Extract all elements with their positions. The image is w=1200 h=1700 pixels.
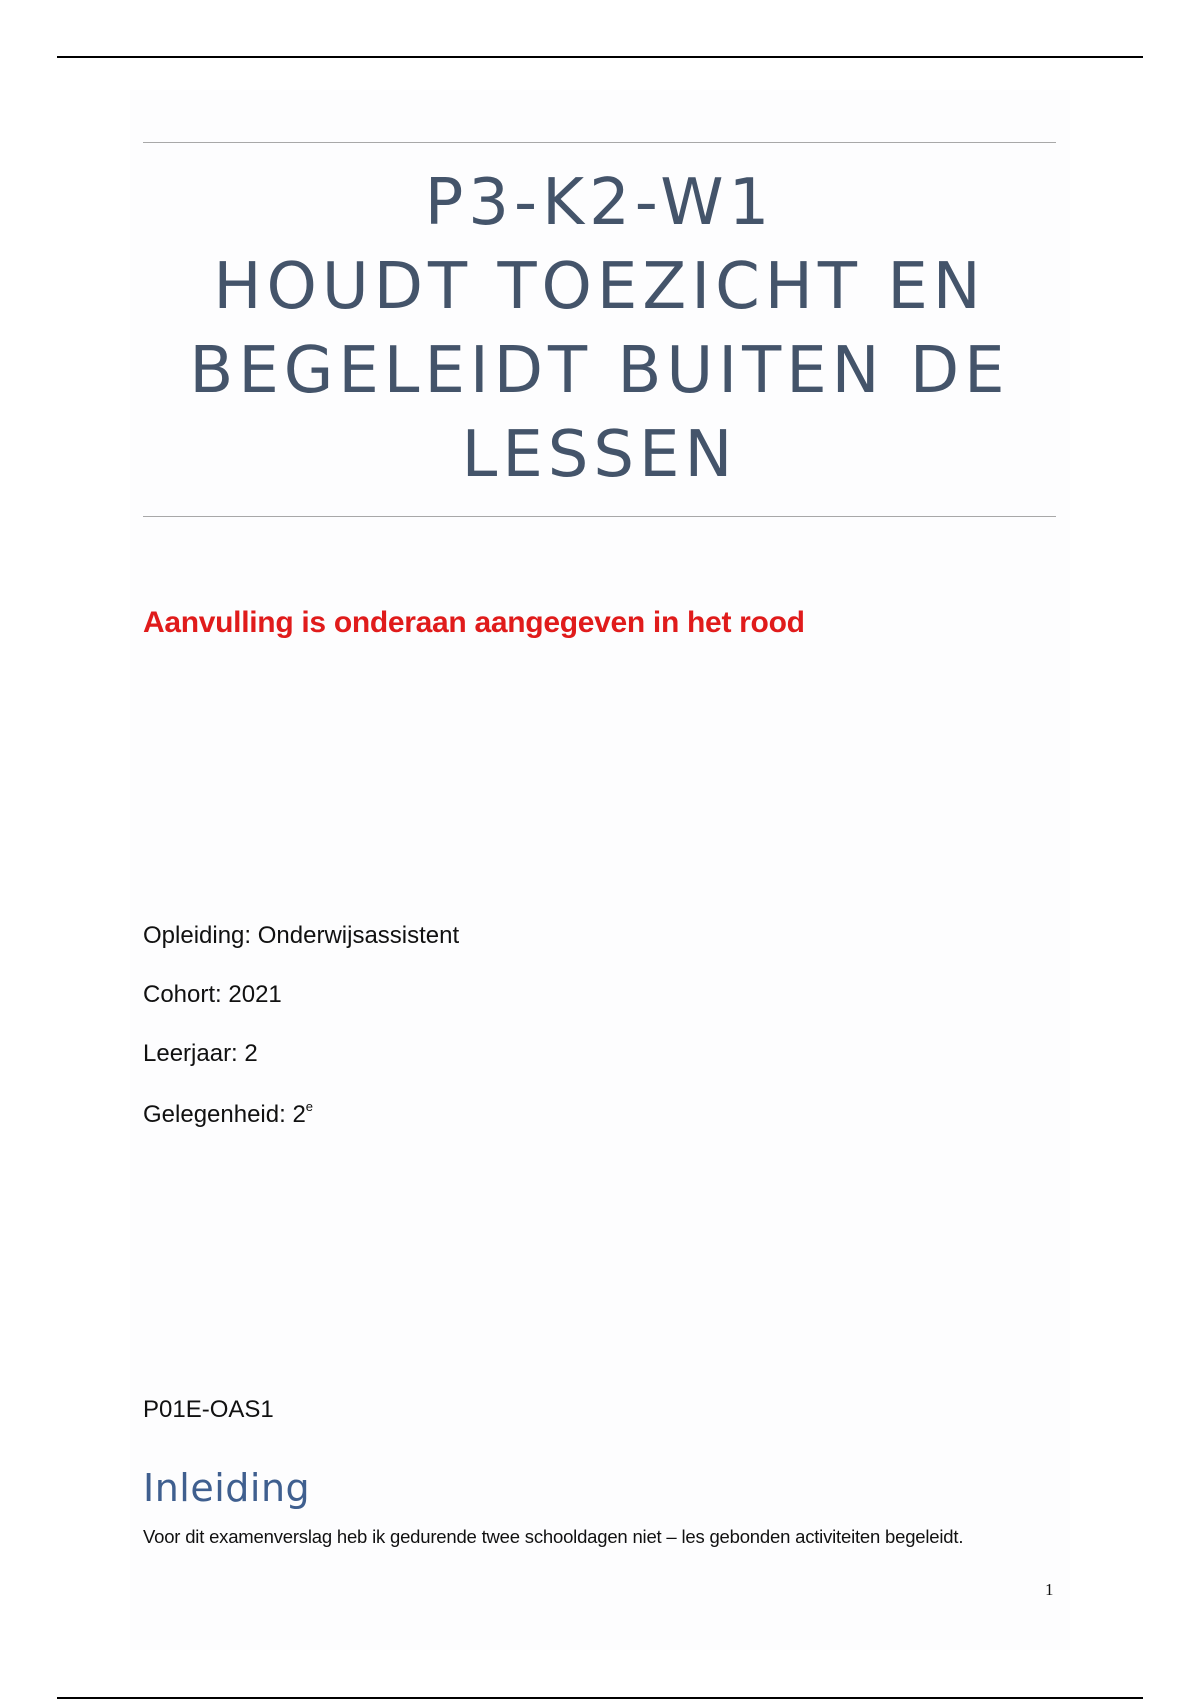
title-line-1: P3-K2-W1 [424,166,775,240]
title-line-2: HOUDT TOEZICHT EN [213,250,986,324]
title-block [143,142,1056,517]
section-heading-inleiding: Inleiding [143,1466,311,1510]
meta-leerjaar: Leerjaar: 2 [143,1040,258,1067]
meta-gelegenheid-sup: e [305,1099,314,1114]
document-code: P01E-OAS1 [143,1396,274,1423]
meta-gelegenheid [143,1101,313,1129]
red-note: Aanvulling is onderaan aangegeven in het rood [143,606,805,639]
meta-opleiding: Opleiding: Onderwijsassistent [143,922,460,949]
intro-paragraph: Voor dit examenverslag heb ik gedurende twee schooldagen niet – les gebonden activiteiten begeleidt. [143,1526,964,1547]
page-top-rule [57,56,1143,58]
title-line-4: LESSEN [461,418,738,492]
title-line-3: BEGELEIDT BUITEN DE [189,334,1010,408]
meta-gelegenheid-text: Gelegenheid: 2 [143,1101,306,1128]
page-number: 1 [1045,1580,1054,1599]
page-bottom-rule [57,1697,1143,1699]
meta-cohort: Cohort: 2021 [143,981,282,1008]
